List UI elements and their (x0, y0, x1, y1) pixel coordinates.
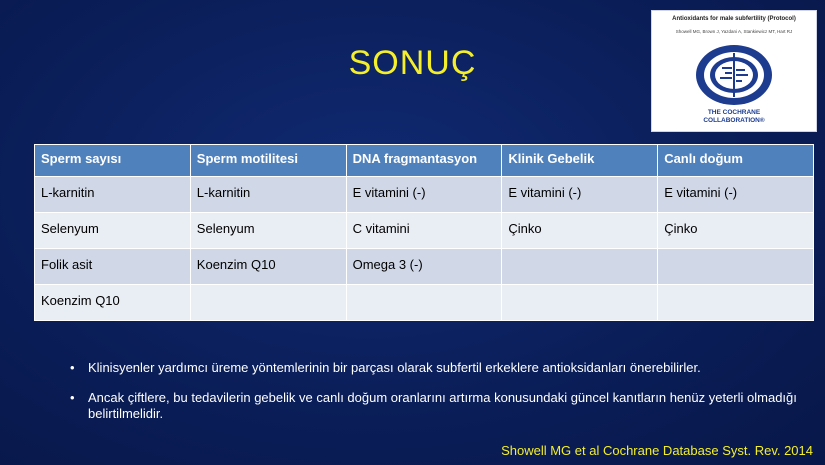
protocol-authors: Showell MG, Brown J, Yazdani A, Stankiewicz MT, Hart RJ (675, 29, 793, 34)
table-cell: E vitamini (-) (658, 177, 814, 213)
table-cell (502, 285, 658, 321)
cochrane-logo-icon (692, 43, 776, 107)
table-cell: Selenyum (190, 213, 346, 249)
table-cell: Selenyum (35, 213, 191, 249)
table-cell (658, 249, 814, 285)
table-cell: Folik asit (35, 249, 191, 285)
bullet-item (68, 360, 798, 376)
header-live-birth: Canlı doğum (658, 145, 814, 177)
table-cell: Koenzim Q10 (35, 285, 191, 321)
bullet-glyph: • (70, 390, 75, 405)
bullet-list (68, 360, 798, 436)
table-cell: L-karnitin (35, 177, 191, 213)
bullet-text: Klinisyenler yardımcı üreme yöntemlerinin bir parçası olarak subfertil erkeklere antioksidanları önerebilirler. (88, 360, 701, 375)
bullet-glyph: • (70, 360, 75, 375)
header-sperm-count: Sperm sayısı (35, 145, 191, 177)
table-cell: Koenzim Q10 (190, 249, 346, 285)
bullet-text: Ancak çiftlere, bu tedavilerin gebelik ve canlı doğum oranlarını artırma konusundaki güncel kanıtların henüz yeterli olmadığı belirtilmelidir. (88, 390, 797, 421)
header-sperm-motility: Sperm motilitesi (190, 145, 346, 177)
results-table (34, 144, 814, 321)
table-cell: E vitamini (-) (346, 177, 502, 213)
table-header-row (35, 145, 814, 177)
table-cell (502, 249, 658, 285)
table-row (35, 213, 814, 249)
table-cell: C vitamini (346, 213, 502, 249)
org-line-2: COLLABORATION® (703, 117, 765, 124)
table-cell: Çinko (658, 213, 814, 249)
table-cell: E vitamini (-) (502, 177, 658, 213)
table-cell (190, 285, 346, 321)
table-row (35, 249, 814, 285)
table-cell: L-karnitin (190, 177, 346, 213)
bullet-item (68, 390, 798, 422)
slide-title: SONUÇ (348, 44, 477, 82)
table-cell (346, 285, 502, 321)
cochrane-protocol-image (651, 10, 817, 132)
table-cell: Çinko (502, 213, 658, 249)
cochrane-org-name (652, 109, 816, 125)
table-row (35, 285, 814, 321)
table-row (35, 177, 814, 213)
citation: Showell MG et al Cochrane Database Syst. Rev. 2014 (501, 443, 813, 458)
header-dna-fragmentation: DNA fragmantasyon (346, 145, 502, 177)
table-cell (658, 285, 814, 321)
org-line-1: THE COCHRANE (707, 109, 761, 116)
table-cell: Omega 3 (-) (346, 249, 502, 285)
protocol-title: Antioxidants for male subfertility (Protocol) (672, 16, 796, 22)
header-clinical-pregnancy: Klinik Gebelik (502, 145, 658, 177)
